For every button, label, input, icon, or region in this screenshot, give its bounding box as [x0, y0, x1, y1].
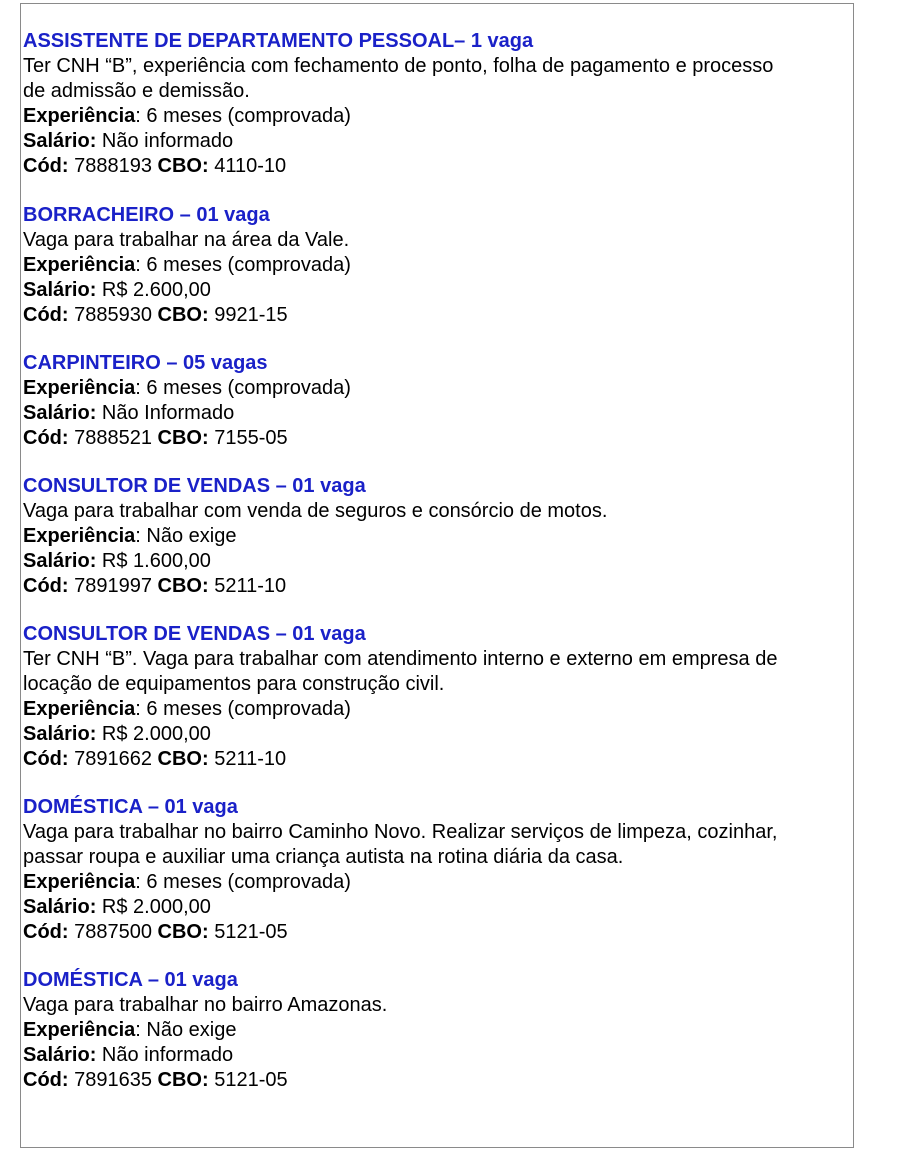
code-label: Cód:	[23, 921, 69, 943]
job-description-line: Vaga para trabalhar no bairro Amazonas.	[23, 994, 388, 1016]
experience-value: : 6 meses (comprovada)	[135, 377, 351, 399]
code-value: 7887500	[68, 921, 158, 943]
salary-value: Não informado	[96, 1044, 234, 1066]
experience	[23, 697, 863, 722]
job-title: CONSULTOR DE VENDAS – 01 vaga	[23, 475, 366, 497]
cbo-label: CBO:	[157, 921, 209, 943]
experience-label: Experiência	[23, 698, 136, 720]
job-listing	[23, 795, 863, 945]
salary	[23, 129, 863, 154]
salary-value: R$ 1.600,00	[96, 550, 211, 572]
code-label: Cód:	[23, 427, 69, 449]
cbo-value: 5211-10	[208, 748, 287, 770]
experience-value: : 6 meses (comprovada)	[135, 871, 351, 893]
job-listing	[23, 351, 863, 451]
cbo-value: 5121-05	[208, 921, 288, 943]
salary-label: Salário:	[23, 723, 97, 745]
cbo-value: 4110-10	[208, 155, 287, 177]
experience-label: Experiência	[23, 1019, 136, 1041]
code	[23, 426, 863, 451]
job-description-line: de admissão e demissão.	[23, 80, 250, 102]
experience	[23, 376, 863, 401]
salary-label: Salário:	[23, 550, 97, 572]
experience-value: : Não exige	[135, 525, 237, 547]
cbo-value: 5121-05	[208, 1069, 288, 1091]
cbo-label: CBO:	[157, 575, 209, 597]
salary-value: Não informado	[96, 130, 234, 152]
salary-value: R$ 2.600,00	[96, 279, 211, 301]
experience-value: : 6 meses (comprovada)	[135, 254, 351, 276]
salary	[23, 401, 863, 426]
salary-value: R$ 2.000,00	[96, 896, 211, 918]
salary-label: Salário:	[23, 402, 97, 424]
code	[23, 303, 863, 328]
cbo-label: CBO:	[157, 427, 209, 449]
experience-label: Experiência	[23, 525, 136, 547]
job-description-line: locação de equipamentos para construção civil.	[23, 673, 445, 695]
experience-value: : 6 meses (comprovada)	[135, 698, 351, 720]
experience-value: : Não exige	[135, 1019, 237, 1041]
code-value: 7885930	[68, 304, 158, 326]
salary-label: Salário:	[23, 896, 97, 918]
code-value: 7888193	[68, 155, 158, 177]
cbo-value: 5211-10	[208, 575, 287, 597]
code	[23, 154, 863, 179]
code-label: Cód:	[23, 575, 69, 597]
cbo-value: 7155-05	[208, 427, 288, 449]
code-label: Cód:	[23, 1069, 69, 1091]
salary-label: Salário:	[23, 130, 97, 152]
experience	[23, 524, 863, 549]
cbo-label: CBO:	[157, 1069, 209, 1091]
code	[23, 574, 863, 599]
job-listings	[23, 29, 863, 1116]
code-value: 7891997	[68, 575, 158, 597]
job-title: CARPINTEIRO – 05 vagas	[23, 352, 268, 374]
salary-value: Não Informado	[96, 402, 235, 424]
job-title: DOMÉSTICA – 01 vaga	[23, 969, 238, 991]
job-title: ASSISTENTE DE DEPARTAMENTO PESSOAL– 1 vaga	[23, 30, 534, 52]
job-description-line: Vaga para trabalhar com venda de seguros e consórcio de motos.	[23, 500, 608, 522]
experience-label: Experiência	[23, 377, 136, 399]
job-listing	[23, 474, 863, 599]
code-value: 7888521	[68, 427, 158, 449]
job-title: CONSULTOR DE VENDAS – 01 vaga	[23, 623, 366, 645]
cbo-value: 9921-15	[208, 304, 288, 326]
job-title: DOMÉSTICA – 01 vaga	[23, 796, 238, 818]
code-label: Cód:	[23, 748, 69, 770]
cbo-label: CBO:	[157, 748, 209, 770]
code	[23, 1068, 863, 1093]
salary	[23, 895, 863, 920]
salary-label: Salário:	[23, 1044, 97, 1066]
salary	[23, 278, 863, 303]
job-description-line: passar roupa e auxiliar uma criança autista na rotina diária da casa.	[23, 846, 624, 868]
salary	[23, 549, 863, 574]
experience-value: : 6 meses (comprovada)	[135, 105, 351, 127]
salary	[23, 1043, 863, 1068]
experience	[23, 104, 863, 129]
code-label: Cód:	[23, 155, 69, 177]
job-title: BORRACHEIRO – 01 vaga	[23, 204, 270, 226]
job-description-line: Vaga para trabalhar na área da Vale.	[23, 229, 350, 251]
code	[23, 920, 863, 945]
job-description-line: Ter CNH “B”, experiência com fechamento de ponto, folha de pagamento e processo	[23, 55, 774, 77]
job-description-line: Ter CNH “B”. Vaga para trabalhar com atendimento interno e externo em empresa de	[23, 648, 778, 670]
salary	[23, 722, 863, 747]
job-listing	[23, 968, 863, 1093]
experience-label: Experiência	[23, 871, 136, 893]
experience	[23, 253, 863, 278]
salary-value: R$ 2.000,00	[96, 723, 211, 745]
job-listing	[23, 622, 863, 772]
cbo-label: CBO:	[157, 155, 209, 177]
experience-label: Experiência	[23, 254, 136, 276]
code-value: 7891635	[68, 1069, 158, 1091]
job-description-line: Vaga para trabalhar no bairro Caminho Novo. Realizar serviços de limpeza, cozinhar,	[23, 821, 778, 843]
salary-label: Salário:	[23, 279, 97, 301]
job-listing	[23, 203, 863, 328]
code-label: Cód:	[23, 304, 69, 326]
code	[23, 747, 863, 772]
job-listing	[23, 29, 863, 179]
cbo-label: CBO:	[157, 304, 209, 326]
experience-label: Experiência	[23, 105, 136, 127]
experience	[23, 870, 863, 895]
experience	[23, 1018, 863, 1043]
code-value: 7891662	[68, 748, 158, 770]
